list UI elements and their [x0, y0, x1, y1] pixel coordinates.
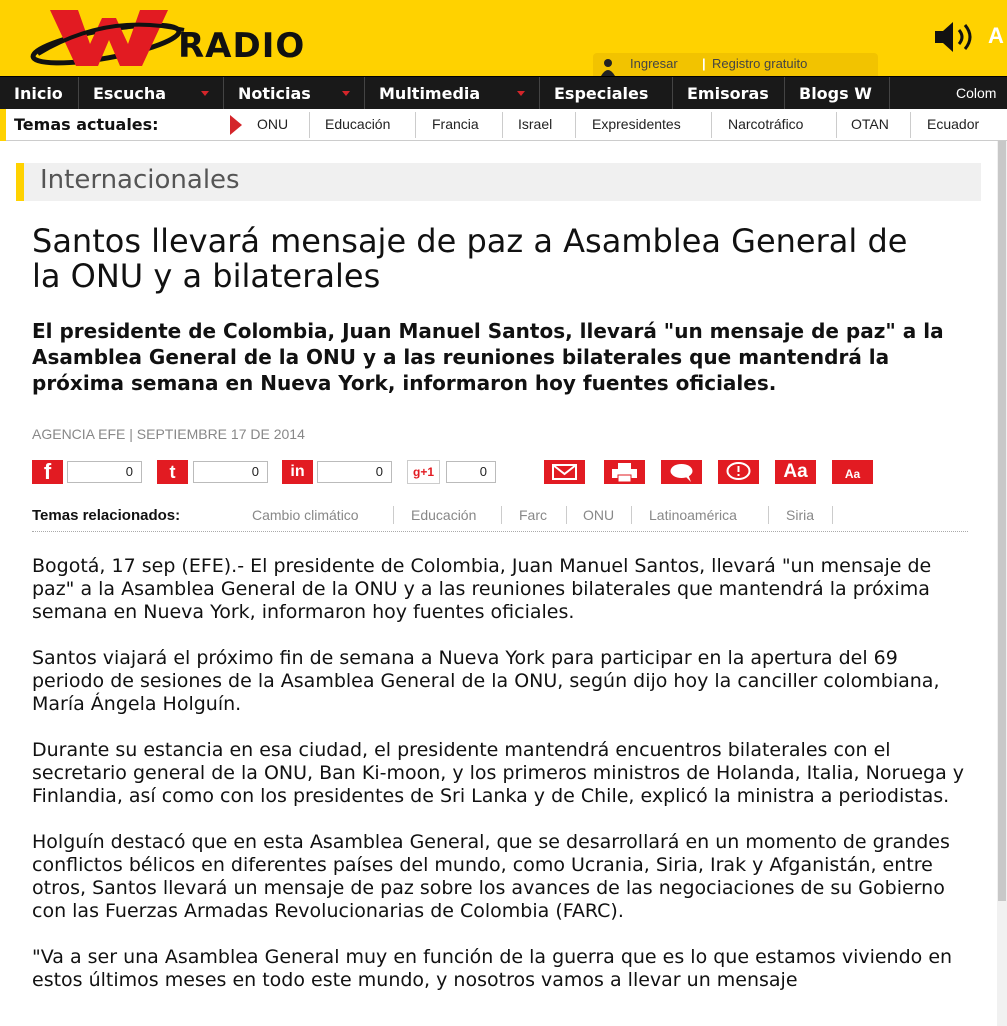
article-paragraph: "Va a ser una Asamblea General muy en función de la guerra que es lo que estamos viviendo en estos últimos meses en todo este mundo, y nosotros vamos a llevar un mensaje	[32, 946, 953, 991]
article-headline: Santos llevará mensaje de paz a Asamblea General de la ONU y a bilaterales	[32, 222, 908, 295]
twitter-icon: t	[169, 462, 176, 482]
chevron-down-icon	[201, 91, 209, 96]
nav-item-noticias[interactable]	[224, 77, 365, 110]
linkedin-icon: in	[290, 463, 305, 480]
topic-divider	[309, 112, 310, 138]
article-paragraph: Bogotá, 17 sep (EFE).- El presidente de Colombia, Juan Manuel Santos, llevará "un mensaje de paz" a la Asamblea General de la ONU y a las reuniones bilaterales que mantendrá la próxima semana en Nueva York, informaron hoy fuentes oficiales.	[32, 555, 932, 623]
topics-label: Temas actuales:	[14, 115, 159, 134]
linkedin-count: 0	[317, 461, 392, 483]
googleplus-share-button[interactable]	[407, 460, 440, 484]
article-byline: AGENCIA EFE | SEPTIEMBRE 17 DE 2014	[32, 426, 305, 442]
topic-link[interactable]: Educación	[325, 116, 391, 132]
article-summary: El presidente de Colombia, Juan Manuel Santos, llevará "un mensaje de paz" a la Asamblea General de la ONU y a las reuniones bilaterales que mantendrá la próxima semana en Nueva York, informaron hoy fuentes oficiales.	[32, 319, 944, 395]
chevron-down-icon	[517, 91, 525, 96]
facebook-count: 0	[67, 461, 142, 483]
nav-item-blogs[interactable]	[785, 77, 890, 110]
topic-link[interactable]: OTAN	[851, 116, 889, 132]
related-divider	[768, 506, 769, 524]
font-small-icon: Aa	[844, 467, 861, 481]
nav-item-label: Emisoras	[687, 84, 769, 103]
topic-divider	[575, 112, 576, 138]
user-icon	[601, 58, 615, 76]
alert-bubble-icon	[718, 460, 759, 484]
envelope-icon	[544, 460, 585, 484]
login-link[interactable]: Ingresar	[630, 56, 678, 71]
country-selector[interactable]: Colom	[956, 85, 997, 101]
related-topic-link[interactable]: ONU	[583, 507, 615, 523]
topic-link[interactable]: Israel	[518, 116, 553, 132]
topic-divider	[415, 112, 416, 138]
font-decrease-button[interactable]	[832, 460, 873, 484]
account-links	[593, 53, 878, 76]
current-topics-bar	[0, 109, 1007, 141]
alert-button[interactable]	[718, 460, 759, 484]
related-divider	[393, 506, 394, 524]
nav-item-label: Especiales	[554, 84, 649, 103]
nav-item-especiales[interactable]	[540, 77, 673, 110]
topic-divider	[711, 112, 712, 138]
nav-item-inicio[interactable]	[0, 77, 79, 110]
w-logo-icon	[28, 4, 188, 70]
related-divider	[631, 506, 632, 524]
topic-divider	[502, 112, 503, 138]
page-scrollbar[interactable]	[997, 141, 1007, 1026]
nav-item-emisoras[interactable]	[673, 77, 785, 110]
scrollbar-thumb[interactable]	[998, 141, 1006, 901]
font-increase-button[interactable]	[775, 460, 816, 484]
nav-item-label: Blogs W	[799, 84, 872, 103]
related-topics-label: Temas relacionados:	[32, 507, 181, 524]
topic-link[interactable]: Expresidentes	[592, 116, 681, 132]
related-topic-link[interactable]: Farc	[519, 507, 547, 523]
brand-name: RADIO	[178, 26, 306, 66]
print-button[interactable]	[604, 460, 645, 484]
topic-link[interactable]: Francia	[432, 116, 479, 132]
article-paragraph: Holguín destacó que en esta Asamblea General, que se desarrollará en un momento de grandes conflictos bélicos en diferentes países del mundo, como Ucrania, Siria, Irak y Afganistán, entre otros, Santos llevará un mensaje de paz sobre los avances de las negociaciones de su Gobierno con las Fuerzas Armadas Revolucionarias de Colombia (FARC).	[32, 831, 950, 922]
site-header	[0, 0, 1007, 76]
section-header	[16, 163, 981, 201]
speaker-icon	[933, 20, 981, 54]
related-topic-link[interactable]: Cambio climático	[252, 507, 359, 523]
twitter-share-button[interactable]	[157, 460, 188, 484]
topic-link[interactable]: Narcotráfico	[728, 116, 804, 132]
twitter-count: 0	[193, 461, 268, 483]
article-paragraph: Durante su estancia en esa ciudad, el presidente mantendrá encuentros bilaterales con el secretario general de la ONU, Ban Ki-moon, y los primeros ministros de Holanda, Italia, Noruega y Finlandia, así como con los presidentes de Sri Lanka y de Chile, explicó la ministra a periodistas.	[32, 739, 964, 807]
linkedin-share-button[interactable]	[282, 460, 313, 484]
nav-item-label: Escucha	[93, 84, 166, 103]
register-link[interactable]: Registro gratuito	[712, 56, 808, 71]
section-divider	[32, 531, 968, 532]
printer-icon	[604, 460, 645, 484]
nav-item-label: Multimedia	[379, 84, 481, 103]
topics-accent	[0, 109, 6, 141]
related-topic-link[interactable]: Siria	[786, 507, 815, 523]
audio-label: A	[988, 23, 1004, 48]
nav-item-multimedia[interactable]	[365, 77, 540, 110]
topic-link[interactable]: Ecuador	[927, 116, 980, 132]
article-body	[32, 555, 972, 1015]
topic-divider	[910, 112, 911, 138]
nav-item-escucha[interactable]	[79, 77, 224, 110]
section-title: Internacionales	[40, 165, 240, 195]
comment-button[interactable]	[661, 460, 702, 484]
googleplus-icon: g+1	[412, 465, 434, 479]
topic-divider	[836, 112, 837, 138]
account-separator: |	[702, 56, 706, 71]
related-divider	[566, 506, 567, 524]
font-large-icon: Aa	[783, 461, 808, 482]
facebook-share-button[interactable]	[32, 460, 63, 484]
nav-item-label: Noticias	[238, 84, 311, 103]
related-topic-link[interactable]: Latinoamérica	[649, 507, 737, 523]
arrow-right-icon	[230, 115, 242, 135]
article-paragraph: Santos viajará el próximo fin de semana a Nueva York para participar en la apertura del 69 periodo de sesiones de la Asamblea General de la ONU, según dijo hoy la canciller colombiana, María Ángela Holguín.	[32, 647, 940, 715]
related-topic-link[interactable]: Educación	[411, 507, 477, 523]
speech-bubble-icon	[661, 460, 702, 484]
related-divider	[501, 506, 502, 524]
related-divider	[832, 506, 833, 524]
googleplus-count: 0	[446, 461, 496, 483]
topic-link[interactable]: ONU	[257, 116, 289, 132]
chevron-down-icon	[342, 91, 350, 96]
facebook-icon: f	[43, 459, 52, 484]
main-nav	[0, 76, 1007, 109]
email-button[interactable]	[544, 460, 585, 484]
section-accent	[16, 163, 24, 201]
nav-item-label: Inicio	[14, 84, 63, 103]
